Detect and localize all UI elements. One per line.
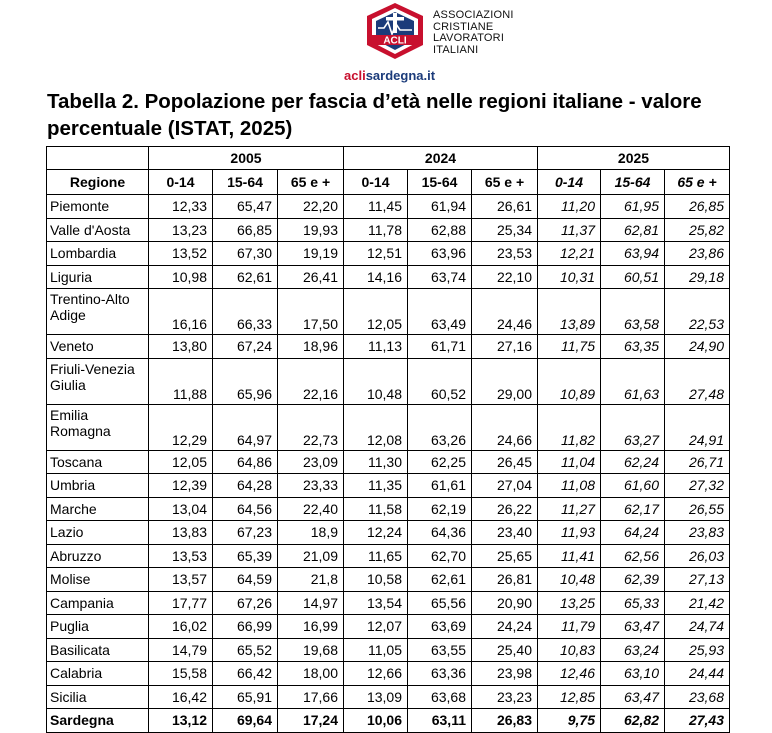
value-cell: 18,00 — [278, 662, 344, 686]
region-cell: Valle d'Aosta — [47, 218, 149, 242]
value-cell: 65,91 — [213, 685, 278, 709]
value-cell: 11,13 — [344, 335, 408, 359]
age-header: 65 e + — [665, 170, 730, 195]
region-cell: Campania — [47, 591, 149, 615]
value-cell: 23,40 — [472, 521, 538, 545]
value-cell: 21,8 — [278, 568, 344, 592]
value-cell: 24,90 — [665, 335, 730, 359]
value-cell: 63,94 — [601, 242, 665, 266]
value-cell: 26,45 — [472, 450, 538, 474]
value-cell: 69,64 — [213, 709, 278, 733]
value-cell: 11,58 — [344, 497, 408, 521]
value-cell: 14,97 — [278, 591, 344, 615]
value-cell: 13,23 — [149, 218, 213, 242]
value-cell: 66,85 — [213, 218, 278, 242]
value-cell: 66,42 — [213, 662, 278, 686]
value-cell: 63,27 — [601, 404, 665, 450]
value-cell: 12,07 — [344, 615, 408, 639]
value-cell: 27,04 — [472, 474, 538, 498]
value-cell: 67,24 — [213, 335, 278, 359]
value-cell: 11,45 — [344, 195, 408, 219]
value-cell: 10,31 — [538, 265, 601, 289]
value-cell: 63,69 — [408, 615, 472, 639]
population-table — [46, 146, 730, 733]
value-cell: 26,83 — [472, 709, 538, 733]
org-line: ASSOCIAZIONI — [433, 9, 514, 21]
value-cell: 27,13 — [665, 568, 730, 592]
value-cell: 62,61 — [408, 568, 472, 592]
value-cell: 29,18 — [665, 265, 730, 289]
value-cell: 9,75 — [538, 709, 601, 733]
value-cell: 60,51 — [601, 265, 665, 289]
value-cell: 11,27 — [538, 497, 601, 521]
value-cell: 63,10 — [601, 662, 665, 686]
value-cell: 24,24 — [472, 615, 538, 639]
value-cell: 27,16 — [472, 335, 538, 359]
value-cell: 12,08 — [344, 404, 408, 450]
value-cell: 63,68 — [408, 685, 472, 709]
value-cell: 27,48 — [665, 358, 730, 404]
value-cell: 14,79 — [149, 638, 213, 662]
region-cell: Marche — [47, 497, 149, 521]
value-cell: 12,05 — [149, 450, 213, 474]
value-cell: 61,61 — [408, 474, 472, 498]
value-cell: 65,52 — [213, 638, 278, 662]
value-cell: 11,05 — [344, 638, 408, 662]
value-cell: 23,68 — [665, 685, 730, 709]
value-cell: 62,61 — [213, 265, 278, 289]
value-cell: 26,61 — [472, 195, 538, 219]
value-cell: 18,96 — [278, 335, 344, 359]
value-cell: 63,36 — [408, 662, 472, 686]
region-cell: Calabria — [47, 662, 149, 686]
region-header: Regione — [47, 170, 149, 195]
value-cell: 11,75 — [538, 335, 601, 359]
value-cell: 24,74 — [665, 615, 730, 639]
value-cell: 63,47 — [601, 615, 665, 639]
value-cell: 11,78 — [344, 218, 408, 242]
site-prefix: acli — [344, 68, 366, 83]
value-cell: 61,95 — [601, 195, 665, 219]
value-cell: 22,20 — [278, 195, 344, 219]
value-cell: 25,93 — [665, 638, 730, 662]
value-cell: 26,81 — [472, 568, 538, 592]
site-suffix: sardegna.it — [365, 68, 436, 83]
table-row — [47, 242, 730, 266]
value-cell: 12,33 — [149, 195, 213, 219]
region-cell: Friuli-Venezia Giulia — [47, 358, 149, 404]
value-cell: 61,71 — [408, 335, 472, 359]
table-row — [47, 568, 730, 592]
value-cell: 63,11 — [408, 709, 472, 733]
table-row — [47, 474, 730, 498]
value-cell: 17,50 — [278, 289, 344, 335]
table-row — [47, 265, 730, 289]
value-cell: 27,43 — [665, 709, 730, 733]
value-cell: 65,33 — [601, 591, 665, 615]
region-cell: Toscana — [47, 450, 149, 474]
value-cell: 63,58 — [601, 289, 665, 335]
table-title: Tabella 2. Popolazione per fascia d’età nelle regioni italiane - valore percentuale (ISTAT, 2025) — [47, 90, 702, 140]
value-cell: 12,05 — [344, 289, 408, 335]
value-cell: 67,23 — [213, 521, 278, 545]
value-cell: 14,16 — [344, 265, 408, 289]
table-row — [47, 685, 730, 709]
value-cell: 67,26 — [213, 591, 278, 615]
value-cell: 61,94 — [408, 195, 472, 219]
value-cell: 10,58 — [344, 568, 408, 592]
value-cell: 24,46 — [472, 289, 538, 335]
value-cell: 25,82 — [665, 218, 730, 242]
table-row — [47, 662, 730, 686]
value-cell: 10,48 — [344, 358, 408, 404]
org-line: CRISTIANE — [433, 20, 494, 33]
value-cell: 10,48 — [538, 568, 601, 592]
value-cell: 63,35 — [601, 335, 665, 359]
value-cell: 64,86 — [213, 450, 278, 474]
value-cell: 24,91 — [665, 404, 730, 450]
region-cell: Sicilia — [47, 685, 149, 709]
table-row — [47, 218, 730, 242]
value-cell: 64,97 — [213, 404, 278, 450]
value-cell: 12,21 — [538, 242, 601, 266]
region-cell: Molise — [47, 568, 149, 592]
value-cell: 22,53 — [665, 289, 730, 335]
value-cell: 11,79 — [538, 615, 601, 639]
value-cell: 26,22 — [472, 497, 538, 521]
value-cell: 23,53 — [472, 242, 538, 266]
value-cell: 22,40 — [278, 497, 344, 521]
value-cell: 23,09 — [278, 450, 344, 474]
value-cell: 25,34 — [472, 218, 538, 242]
age-header-row — [47, 170, 730, 195]
table-row — [47, 335, 730, 359]
table-row — [47, 521, 730, 545]
value-cell: 61,60 — [601, 474, 665, 498]
value-cell: 11,20 — [538, 195, 601, 219]
value-cell: 63,47 — [601, 685, 665, 709]
value-cell: 13,57 — [149, 568, 213, 592]
region-cell: Umbria — [47, 474, 149, 498]
value-cell: 63,96 — [408, 242, 472, 266]
value-cell: 22,10 — [472, 265, 538, 289]
age-header: 0-14 — [149, 170, 213, 195]
value-cell: 19,19 — [278, 242, 344, 266]
value-cell: 17,66 — [278, 685, 344, 709]
age-header: 15-64 — [601, 170, 665, 195]
website-link[interactable] — [344, 68, 435, 83]
value-cell: 22,73 — [278, 404, 344, 450]
value-cell: 26,85 — [665, 195, 730, 219]
value-cell: 11,82 — [538, 404, 601, 450]
age-header: 15-64 — [408, 170, 472, 195]
value-cell: 10,83 — [538, 638, 601, 662]
value-cell: 21,42 — [665, 591, 730, 615]
year-header-row — [47, 147, 730, 170]
value-cell: 16,16 — [149, 289, 213, 335]
region-cell: Veneto — [47, 335, 149, 359]
value-cell: 20,90 — [472, 591, 538, 615]
value-cell: 22,16 — [278, 358, 344, 404]
age-header: 65 e + — [472, 170, 538, 195]
value-cell: 17,24 — [278, 709, 344, 733]
age-header: 15-64 — [213, 170, 278, 195]
value-cell: 16,42 — [149, 685, 213, 709]
value-cell: 21,09 — [278, 544, 344, 568]
value-cell: 17,77 — [149, 591, 213, 615]
value-cell: 62,19 — [408, 497, 472, 521]
value-cell: 62,70 — [408, 544, 472, 568]
value-cell: 13,83 — [149, 521, 213, 545]
value-cell: 62,81 — [601, 218, 665, 242]
empty-corner — [47, 147, 149, 170]
year-header: 2005 — [149, 147, 344, 170]
age-header: 65 e + — [278, 170, 344, 195]
region-cell: Lazio — [47, 521, 149, 545]
table-row — [47, 497, 730, 521]
value-cell: 24,44 — [665, 662, 730, 686]
value-cell: 62,17 — [601, 497, 665, 521]
org-line: LAVORATORI — [433, 32, 505, 44]
value-cell: 10,98 — [149, 265, 213, 289]
table-row — [47, 450, 730, 474]
value-cell: 10,89 — [538, 358, 601, 404]
value-cell: 64,36 — [408, 521, 472, 545]
region-cell: Basilicata — [47, 638, 149, 662]
region-cell: Lombardia — [47, 242, 149, 266]
value-cell: 13,12 — [149, 709, 213, 733]
table-row — [47, 358, 730, 404]
value-cell: 13,53 — [149, 544, 213, 568]
value-cell: 64,59 — [213, 568, 278, 592]
value-cell: 11,41 — [538, 544, 601, 568]
header — [0, 0, 772, 90]
value-cell: 23,98 — [472, 662, 538, 686]
year-header: 2024 — [344, 147, 538, 170]
acli-emblem-icon — [362, 2, 428, 60]
region-cell: Emilia Romagna — [47, 404, 149, 450]
value-cell: 62,24 — [601, 450, 665, 474]
value-cell: 11,37 — [538, 218, 601, 242]
value-cell: 63,55 — [408, 638, 472, 662]
table-row — [47, 195, 730, 219]
organization-name — [433, 10, 514, 56]
value-cell: 29,00 — [472, 358, 538, 404]
table-row — [47, 404, 730, 450]
value-cell: 23,83 — [665, 521, 730, 545]
value-cell: 12,85 — [538, 685, 601, 709]
table-row — [47, 544, 730, 568]
value-cell: 26,55 — [665, 497, 730, 521]
org-line: ITALIANI — [433, 43, 479, 56]
value-cell: 12,39 — [149, 474, 213, 498]
region-cell: Abruzzo — [47, 544, 149, 568]
value-cell: 13,80 — [149, 335, 213, 359]
value-cell: 12,51 — [344, 242, 408, 266]
region-cell: Trentino-Alto Adige — [47, 289, 149, 335]
value-cell: 25,65 — [472, 544, 538, 568]
value-cell: 11,30 — [344, 450, 408, 474]
value-cell: 26,41 — [278, 265, 344, 289]
value-cell: 61,63 — [601, 358, 665, 404]
value-cell: 62,25 — [408, 450, 472, 474]
value-cell: 65,39 — [213, 544, 278, 568]
value-cell: 13,09 — [344, 685, 408, 709]
value-cell: 67,30 — [213, 242, 278, 266]
value-cell: 11,65 — [344, 544, 408, 568]
value-cell: 23,33 — [278, 474, 344, 498]
acli-logo — [362, 2, 428, 60]
value-cell: 65,96 — [213, 358, 278, 404]
value-cell: 27,32 — [665, 474, 730, 498]
table-row — [47, 638, 730, 662]
value-cell: 64,56 — [213, 497, 278, 521]
value-cell: 13,25 — [538, 591, 601, 615]
value-cell: 18,9 — [278, 521, 344, 545]
value-cell: 26,03 — [665, 544, 730, 568]
value-cell: 63,24 — [601, 638, 665, 662]
region-cell: Sardegna — [47, 709, 149, 733]
value-cell: 23,23 — [472, 685, 538, 709]
value-cell: 12,24 — [344, 521, 408, 545]
value-cell: 12,66 — [344, 662, 408, 686]
value-cell: 16,99 — [278, 615, 344, 639]
value-cell: 62,82 — [601, 709, 665, 733]
region-cell: Liguria — [47, 265, 149, 289]
value-cell: 11,35 — [344, 474, 408, 498]
value-cell: 19,93 — [278, 218, 344, 242]
value-cell: 65,56 — [408, 591, 472, 615]
value-cell: 23,86 — [665, 242, 730, 266]
age-header: 0-14 — [538, 170, 601, 195]
value-cell: 64,28 — [213, 474, 278, 498]
age-header: 0-14 — [344, 170, 408, 195]
value-cell: 13,89 — [538, 289, 601, 335]
value-cell: 66,99 — [213, 615, 278, 639]
value-cell: 11,04 — [538, 450, 601, 474]
region-cell: Piemonte — [47, 195, 149, 219]
value-cell: 12,29 — [149, 404, 213, 450]
region-cell: Puglia — [47, 615, 149, 639]
value-cell: 60,52 — [408, 358, 472, 404]
table-row — [47, 289, 730, 335]
value-cell: 62,88 — [408, 218, 472, 242]
value-cell: 13,54 — [344, 591, 408, 615]
value-cell: 11,08 — [538, 474, 601, 498]
table-row — [47, 615, 730, 639]
value-cell: 13,04 — [149, 497, 213, 521]
value-cell: 63,49 — [408, 289, 472, 335]
table-body — [47, 195, 730, 733]
value-cell: 16,02 — [149, 615, 213, 639]
value-cell: 66,33 — [213, 289, 278, 335]
value-cell: 19,68 — [278, 638, 344, 662]
value-cell: 11,93 — [538, 521, 601, 545]
value-cell: 26,71 — [665, 450, 730, 474]
value-cell: 25,40 — [472, 638, 538, 662]
value-cell: 64,24 — [601, 521, 665, 545]
value-cell: 62,39 — [601, 568, 665, 592]
value-cell: 63,26 — [408, 404, 472, 450]
year-header: 2025 — [538, 147, 730, 170]
value-cell: 24,66 — [472, 404, 538, 450]
value-cell: 12,46 — [538, 662, 601, 686]
value-cell: 13,52 — [149, 242, 213, 266]
value-cell: 63,74 — [408, 265, 472, 289]
value-cell: 65,47 — [213, 195, 278, 219]
logo-badge-text: ACLI — [383, 35, 407, 47]
total-row — [47, 709, 730, 733]
value-cell: 11,88 — [149, 358, 213, 404]
table-row — [47, 591, 730, 615]
value-cell: 15,58 — [149, 662, 213, 686]
value-cell: 62,56 — [601, 544, 665, 568]
value-cell: 10,06 — [344, 709, 408, 733]
